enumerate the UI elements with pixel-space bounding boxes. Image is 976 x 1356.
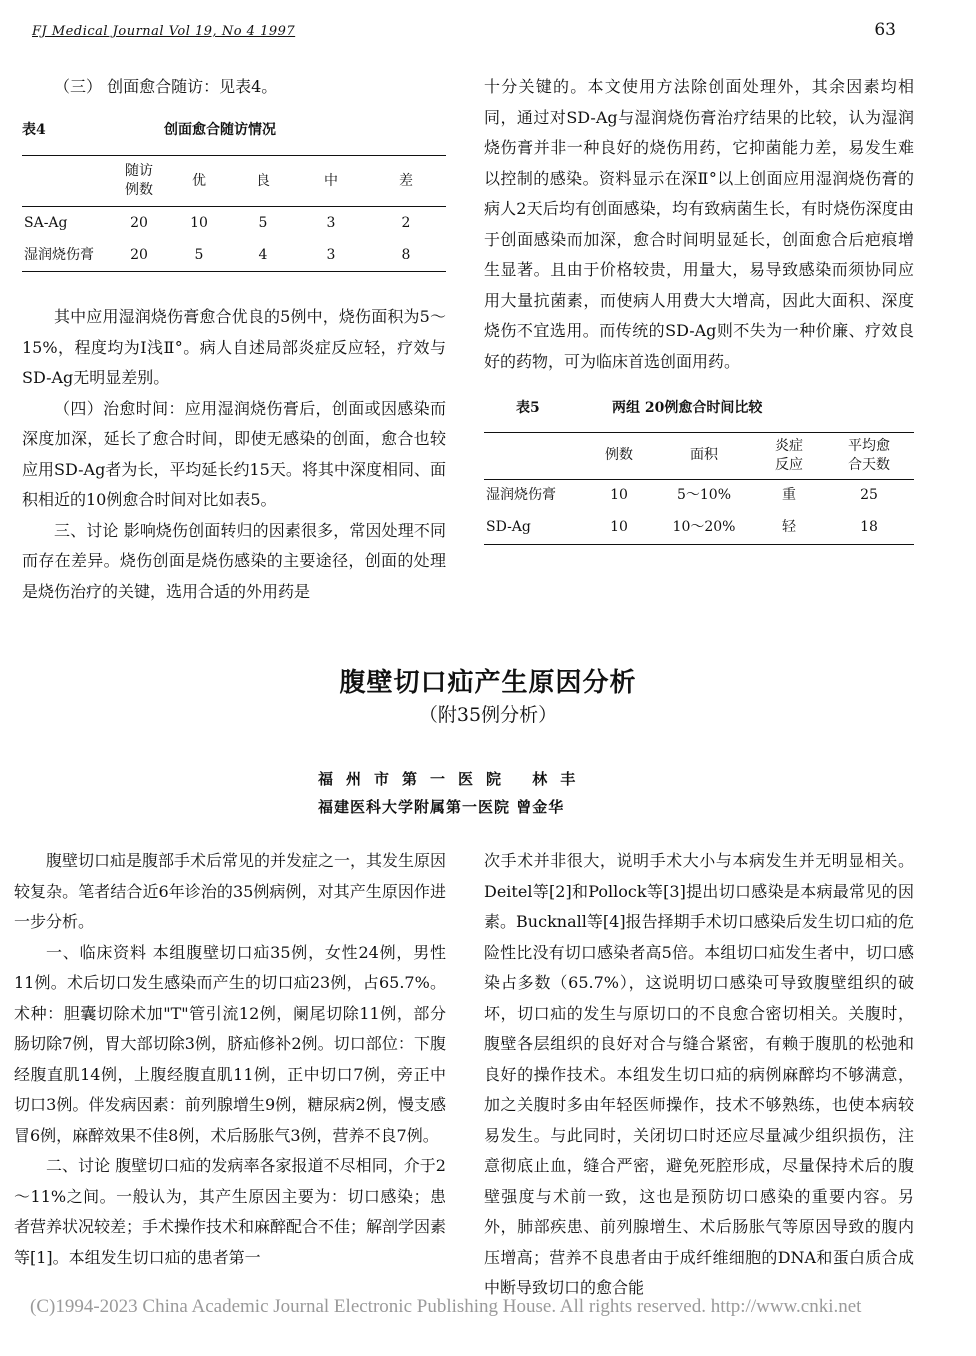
paragraph: 腹壁切口疝是腹部手术后常见的并发症之一，其发生原因较复杂。笔者结合近6年诊治的35例病例，对其产生原因作进一步分析。 [14, 851, 447, 931]
copyright-footer: (C)1994-2023 China Academic Journal Electronic Publishing House. All rights reserved. http://www.cnki.net [30, 1296, 862, 1317]
table-cell: 10 [610, 519, 628, 536]
table-cell: 重 [782, 487, 796, 504]
table5-title: 两组 20例愈合时间比较 [612, 400, 763, 416]
table-header-row [22, 156, 446, 207]
table-header-cell: 例数 [584, 432, 654, 479]
table4 [22, 155, 446, 272]
table-header-cell: 良 [230, 156, 296, 207]
table-cell: 8 [401, 246, 411, 263]
table-header-cell: 平均愈 合天数 [824, 432, 914, 479]
table-cell: 5 [194, 246, 204, 263]
paragraph: 十分关键的。本文使用方法除创面处理外，其余因素均相同，通过对SD-Ag与湿润烧伤膏治疗结果的比较，认为湿润烧伤膏并非一种良好的烧伤用药，它抑菌能力差，易发生难以控制的感染。资料显示在深Ⅱ°以上创面应用湿润烧伤膏的病人2天后均有创面感染，均有致病菌生长，有时烧伤深度由于创面感染而加深，愈合时间明显延长，创面愈合后疤痕增生显著。且由于价格较贵，用量大，易导致感染而须协同应用大量抗菌素，而使病人用费大大增高，因此大面积、深度烧伤不宜选用。而传统的SD-Ag则不失为一种价廉、疗效良好的药物，可为临床首选创面用药。 [484, 77, 914, 371]
table-header-cell: 炎症 反应 [754, 432, 824, 479]
right-bottom-column [484, 846, 914, 1304]
page-number: 63 [874, 20, 896, 40]
table-header-cell [484, 432, 584, 479]
table-cell: 2 [401, 214, 411, 231]
paragraph: 二、讨论 腹壁切口疝的发病率各家报道不尽相同，介于2～11%之间。一般认为，其产生原因主要为：切口感染；患者营养状况较差；手术操作技术和麻醉配合不佳；解剖学因素等[1]。本组发生切口疝的患者第一 [14, 1156, 447, 1267]
table-header-row [484, 432, 914, 479]
section-heading: （三） 创面愈合随访：见表4。 [54, 77, 278, 96]
table-header-cell [22, 156, 110, 207]
table-row [484, 512, 914, 545]
table-header-cell: 中 [296, 156, 366, 207]
table-cell: 5～10% [676, 487, 732, 504]
left-bottom-column [14, 846, 446, 1273]
table-header-cell: 差 [366, 156, 446, 207]
table-cell: 4 [258, 246, 268, 263]
table-header-cell: 面积 [654, 432, 754, 479]
table-cell: 3 [326, 214, 336, 231]
table-cell: 20 [130, 214, 148, 231]
table-cell: SA-Ag [24, 214, 68, 231]
paragraph: 次手术并非很大，说明手术大小与本病发生并无明显相关。Deitel等[2]和Pollock等[3]提出切口感染是本病最常见的因素。Bucknall等[4]报告择期手术切口感染后发生切口疝的危险性比没有切口感染者高5倍。本组切口疝发生者中，切口感染占多数（65.7%），这说明切口感染可导致腹壁组织的破坏，切口疝的发生与原切口的不良愈合密切相关。关腹时，腹壁各层组织的良好对合与缝合紧密，有赖于腹肌的松弛和良好的操作技术。本组发生切口疝的病例麻醉均不够满意，加之关腹时多由年轻医师操作，技术不够熟练，也使本病较易发生。与此同时，关闭切口时还应尽量减少组织损伤，注意彻底止血，缝合严密，避免死腔形成，尽量保持术后的腹壁强度与术前一致，这也是预防切口感染的重要内容。另外，肺部疾患、前列腺增生、术后肠胀气等原因导致的腹内压增高；营养不良患者由于成纤维细胞的DNA和蛋白质合成中断导致切口的愈合能 [484, 851, 914, 1297]
table-cell: 10～20% [672, 519, 736, 536]
running-header: FJ Medical Journal Vol 19, No 4 1997 [32, 24, 296, 39]
table-cell: 20 [130, 246, 148, 263]
table5-label: 表5 [516, 400, 540, 416]
table-cell: 轻 [782, 519, 796, 536]
paragraph: 其中应用湿润烧伤膏愈合优良的5例中，烧伤面积为5～15%，程度均为Ⅰ浅Ⅱ°。病人自述局部炎症反应轻，疗效与SD-Ag无明显差别。 [22, 307, 446, 387]
table-row [484, 479, 914, 512]
author-line: 福州市第一医院 林丰 [318, 770, 589, 788]
article-subtitle: （附35例分析） [418, 704, 558, 726]
table4-caption [22, 115, 446, 146]
table-cell: 湿润烧伤膏 [24, 246, 94, 263]
table-cell: 18 [860, 519, 878, 536]
table5 [484, 432, 914, 545]
table4-label: 表4 [22, 121, 46, 138]
table-row [22, 239, 446, 272]
left-top-column [22, 72, 446, 607]
table-cell: SD-Ag [486, 519, 531, 536]
right-top-column [484, 72, 914, 545]
table4-title: 创面愈合随访情况 [164, 121, 276, 138]
table-cell: 湿润烧伤膏 [486, 487, 556, 504]
author-line: 福建医科大学附属第一医院 曾金华 [318, 798, 565, 816]
paragraph: （四）治愈时间：应用湿润烧伤膏后，创面或因感染而深度加深，延长了愈合时间，即使无感染的创面，愈合也较应用SD-Ag者为长，平均延长约15天。将其中深度相同、面积相近的10例愈合时间对比如表5。 [22, 398, 446, 509]
table-header-cell: 随访 例数 [110, 156, 168, 207]
table-cell: 10 [610, 487, 628, 504]
table-cell: 10 [190, 214, 208, 231]
table-cell: 3 [326, 246, 336, 263]
article-title: 腹壁切口疝产生原因分析 [339, 668, 637, 698]
paragraph: 一、临床资料 本组腹壁切口疝35例，女性24例，男性11例。术后切口发生感染而产生的切口疝23例，占65.7%。术种：胆囊切除术加"T"管引流12例，阑尾切除11例，部分肠切除7例，胃大部切除3例，脐疝修补2例。切口部位：下腹经腹直肌14例，上腹经腹直肌11例，正中切口7例，旁正中切口3例。伴发病因素：前列腺增生9例，糖尿病2例，慢支感冒6例，麻醉效果不佳8例，术后肠胀气3例，营养不良7例。 [14, 942, 446, 1145]
table-cell: 5 [258, 214, 268, 231]
table5-caption [484, 393, 914, 424]
table-header-cell: 优 [168, 156, 230, 207]
paragraph: 三、讨论 影响烧伤创面转归的因素很多，常因处理不同而存在差异。烧伤创面是烧伤感染的主要途径，创面的处理是烧伤治疗的关键，选用合适的外用药是 [22, 520, 446, 601]
table-row [22, 207, 446, 240]
table-cell: 25 [860, 487, 878, 504]
